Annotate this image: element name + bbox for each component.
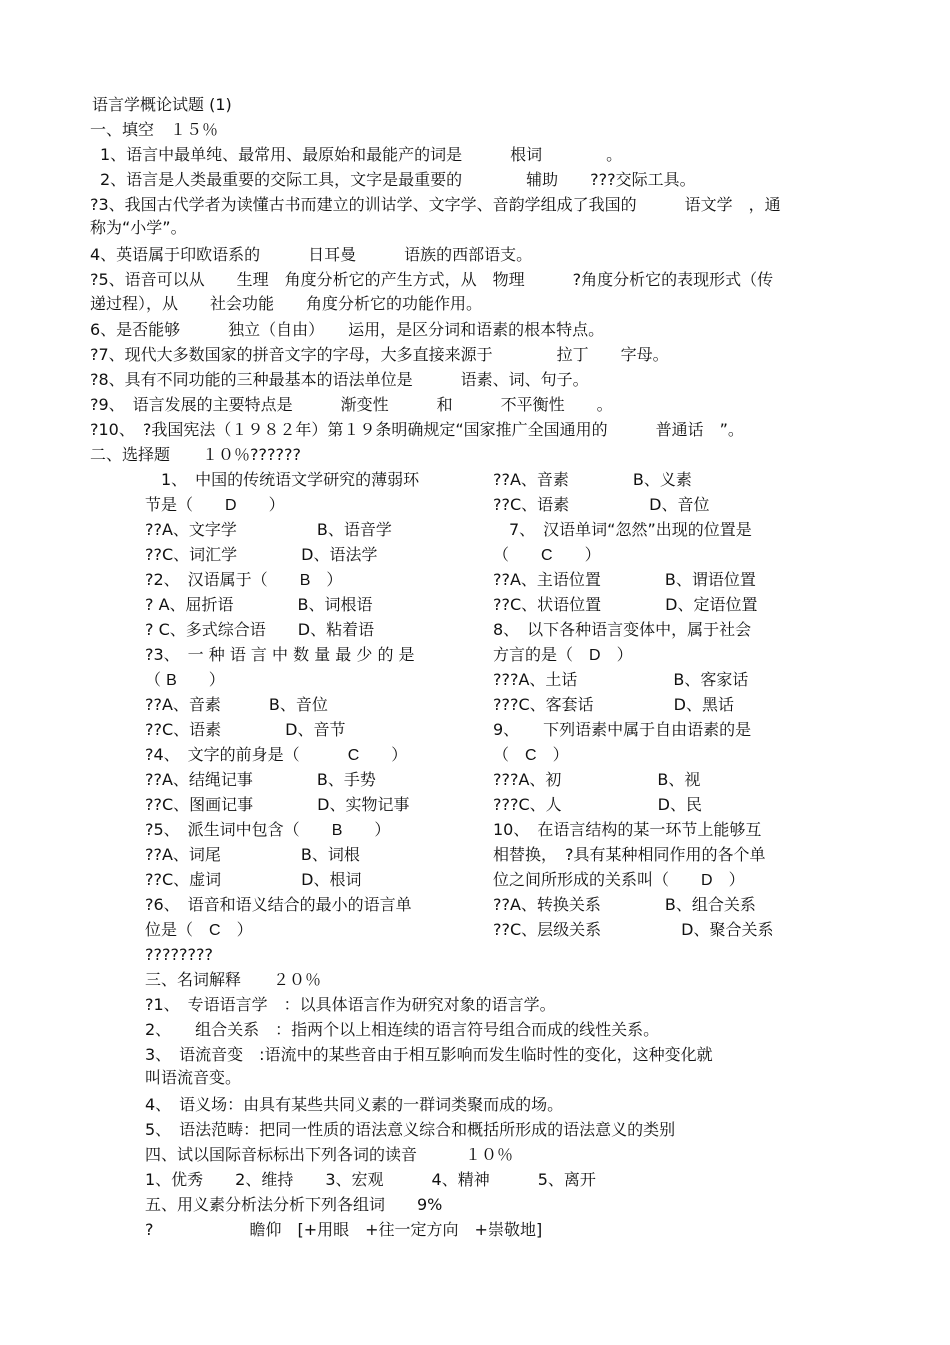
choice-left-line: ?2、 汉语属于（ B ） <box>145 570 343 589</box>
choice-right-line: ??C、层级关系 D、聚合关系 <box>493 920 774 939</box>
choice-right-line: ???A、土话 B、客家话 <box>493 670 749 689</box>
answer-mark: C <box>347 747 360 764</box>
choice-left-line: 节是（ D ） <box>145 495 285 514</box>
section-4-heading: 四、试以国际音标标出下列各词的读音 １０％ <box>145 1145 514 1164</box>
fill-blank-q3-line1: ?3、我国古代学者为读懂古书而建立的训诂学、文字学、音韵学组成了我国的 语文学 ，通 <box>90 195 781 214</box>
answer-mark: D <box>701 872 713 889</box>
choice-left-line: 位是（ C ） <box>145 920 253 939</box>
fill-blank-q5-line2: 递过程），从 社会功能 角度分析它的功能作用。 <box>90 294 483 313</box>
choice-left-line: ???????? <box>145 945 213 964</box>
choice-left-line: ? C、多式综合语 D、粘着语 <box>145 620 375 639</box>
fill-blank-q4: 4、英语属于印欧语系的 日耳曼 语族的西部语支。 <box>90 245 533 264</box>
choice-right-line: 7、 汉语单词“忽然”出现的位置是 <box>493 520 752 539</box>
choice-right-line: ??C、语素 D、音位 <box>493 495 710 514</box>
term-4: 4、 语义场：由具有某些共同义素的一群词类聚而成的场。 <box>145 1095 564 1114</box>
choice-left-line: ??A、文字学 B、语音学 <box>145 520 392 539</box>
seme-analysis-line: ? 瞻仰 [+用眼 +往一定方向 +崇敬地] <box>145 1220 543 1239</box>
choice-left-line: ?5、 派生词中包含（ B ） <box>145 820 391 839</box>
choice-right-line: ???C、客套话 D、黑话 <box>493 695 734 714</box>
choice-left-line: 1、 中国的传统语文学研究的薄弱环 <box>145 470 420 489</box>
choice-left-line: ?3、 一 种 语 言 中 数 量 最 少 的 是 <box>145 645 415 664</box>
answer-mark: D <box>589 647 601 664</box>
choice-right-line: ??A、主语位置 B、谓语位置 <box>493 570 756 589</box>
answer-mark: B <box>331 822 343 839</box>
choice-right-line: ??C、状语位置 D、定语位置 <box>493 595 758 614</box>
document-title: 语言学概论试题 (1) <box>92 95 232 114</box>
choice-right-line: 相替换， ?具有某种相同作用的各个单 <box>493 845 766 864</box>
fill-blank-q1: 1、语言中最单纯、最常用、最原始和最能产的词是 根词 。 <box>100 145 623 164</box>
choice-left-line: ??C、图画记事 D、实物记事 <box>145 795 410 814</box>
fill-blank-q8: ?8、具有不同功能的三种最基本的语法单位是 语素、词、句子。 <box>90 370 589 389</box>
choice-left-line: （ B ） <box>145 670 225 689</box>
choice-right-line: ??A、音素 B、义素 <box>493 470 692 489</box>
answer-mark: B <box>166 672 177 689</box>
choice-right-line: 方言的是（ D ） <box>493 645 633 664</box>
choice-right-line: 位之间所形成的关系叫（ D ） <box>493 870 745 889</box>
fill-blank-q9: ?9、 语言发展的主要特点是 渐变性 和 不平衡性 。 <box>90 395 613 414</box>
answer-mark: D <box>225 497 237 514</box>
choice-right-line: 10、 在语言结构的某一环节上能够互 <box>493 820 762 839</box>
answer-mark: C <box>525 747 537 764</box>
fill-blank-q7: ?7、现代大多数国家的拼音文字的字母，大多直接来源于 拉丁 字母。 <box>90 345 669 364</box>
section-2-heading: 二、选择题 １０％?????? <box>90 445 301 464</box>
term-3-line2: 叫语流音变。 <box>145 1068 242 1087</box>
choice-right-line: （ C ） <box>493 545 601 564</box>
choice-right-line: ???A、初 B、视 <box>493 770 701 789</box>
fill-blank-q6: 6、是否能够 独立（自由） 运用，是区分词和语素的根本特点。 <box>90 320 605 339</box>
answer-mark: B <box>299 572 311 589</box>
answer-mark: C <box>209 922 221 939</box>
section-3-heading: 三、名词解释 ２０％ <box>145 970 322 989</box>
answer-mark: C <box>541 547 553 564</box>
section-1-heading: 一、填空 １５％ <box>90 120 219 139</box>
section-5-heading: 五、用义素分析法分析下列各组词 9% <box>145 1195 443 1214</box>
choice-right-line: 8、 以下各种语言变体中，属于社会 <box>493 620 752 639</box>
fill-blank-q5-line1: ?5、语音可以从 生理 角度分析它的产生方式，从 物理 ?角度分析它的表现形式（传 <box>90 270 774 289</box>
choice-left-line: ? A、屈折语 B、词根语 <box>145 595 373 614</box>
choice-left-line: ??A、词尾 B、词根 <box>145 845 360 864</box>
term-1: ?1、 专语语言学 ：以具体语言作为研究对象的语言学。 <box>145 995 556 1014</box>
choice-left-line: ?4、 文字的前身是（ C ） <box>145 745 408 764</box>
fill-blank-q10: ?10、 ?我国宪法（１９８２年）第１９条明确规定“国家推广全国通用的 普通话 ”。 <box>90 420 744 439</box>
choice-right-line: ???C、人 D、民 <box>493 795 702 814</box>
choice-right-line: （ C ） <box>493 745 569 764</box>
choice-right-line: 9、 下列语素中属于自由语素的是 <box>493 720 752 739</box>
choice-right-line: ??A、转换关系 B、组合关系 <box>493 895 756 914</box>
fill-blank-q3-line2: 称为“小学”。 <box>90 218 187 237</box>
choice-left-line: ??A、音素 B、音位 <box>145 695 328 714</box>
choice-left-line: ?6、 语音和语义结合的最小的语言单 <box>145 895 412 914</box>
term-2: 2、 组合关系 ：指两个以上相连续的语言符号组合而成的线性关系。 <box>145 1020 660 1039</box>
choice-left-line: ??C、语素 D、音节 <box>145 720 346 739</box>
phonetic-words: 1、优秀 2、维持 3、宏观 4、精神 5、离开 <box>145 1170 596 1189</box>
fill-blank-q2: 2、语言是人类最重要的交际工具，文字是最重要的 辅助 ???交际工具。 <box>100 170 696 189</box>
choice-left-line: ??A、结绳记事 B、手势 <box>145 770 376 789</box>
choice-left-line: ??C、词汇学 D、语法学 <box>145 545 378 564</box>
choice-left-line: ??C、虚词 D、根词 <box>145 870 362 889</box>
term-5: 5、 语法范畴：把同一性质的语法意义综合和概括所形成的语法意义的类别 <box>145 1120 676 1139</box>
term-3-line1: 3、 语流音变 :语流中的某些音由于相互影响而发生临时性的变化，这种变化就 <box>145 1045 713 1064</box>
